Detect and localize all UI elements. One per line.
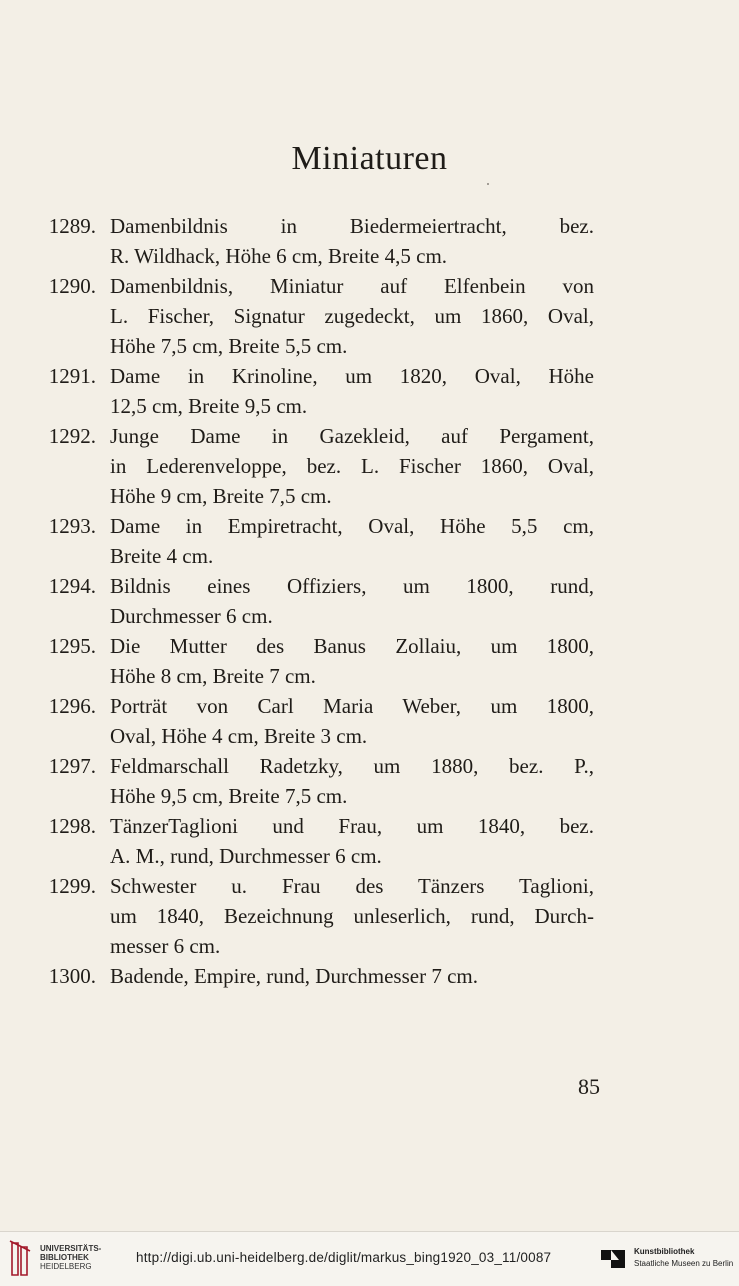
- catalog-entry: [0, 961, 739, 991]
- entry-line: Dame in Empiretracht, Oval, Höhe 5,5 cm,: [110, 514, 594, 538]
- entry-line: um 1840, Bezeichnung unleserlich, rund, Durch-: [110, 904, 594, 928]
- catalog-entry: [0, 511, 739, 571]
- entry-line: Damenbildnis in Biedermeiertracht, bez.: [110, 214, 594, 238]
- entry-description: [110, 811, 594, 871]
- entry-line: Bildnis eines Offiziers, um 1800, rund,: [110, 574, 594, 598]
- kb-line-1: Kunstbibliothek: [634, 1247, 695, 1256]
- entry-number: 1295.: [48, 634, 96, 658]
- entry-line: Junge Dame in Gazekleid, auf Pergament,: [110, 424, 594, 448]
- entry-line: messer 6 cm.: [110, 934, 221, 958]
- entry-number: 1292.: [48, 424, 96, 448]
- kunstbibliothek-name: [634, 1246, 733, 1270]
- entry-line: Höhe 9 cm, Breite 7,5 cm.: [110, 484, 332, 508]
- entry-line: Schwester u. Frau des Tänzers Taglioni,: [110, 874, 594, 898]
- entry-description: [110, 631, 594, 691]
- entry-number: 1296.: [48, 694, 96, 718]
- entry-line: Breite 4 cm.: [110, 544, 214, 568]
- catalog-entry: [0, 691, 739, 751]
- entry-line: Oval, Höhe 4 cm, Breite 3 cm.: [110, 724, 368, 748]
- entry-description: [110, 961, 594, 991]
- kb-line-2: Staatliche Museen zu Berlin: [634, 1259, 734, 1268]
- catalog-entry: [0, 271, 739, 361]
- ub-line-2: BIBLIOTHEK: [40, 1253, 89, 1262]
- ub-line-1: UNIVERSITÄTS-: [40, 1244, 102, 1253]
- catalog-entry: [0, 211, 739, 271]
- university-library-logo-icon: [8, 1239, 34, 1279]
- entry-line: Dame in Krinoline, um 1820, Oval, Höhe: [110, 364, 594, 388]
- entry-description: [110, 691, 594, 751]
- entry-line: Höhe 9,5 cm, Breite 7,5 cm.: [110, 784, 348, 808]
- entry-description: [110, 361, 594, 421]
- entry-description: [110, 871, 594, 961]
- entry-line: Die Mutter des Banus Zollaiu, um 1800,: [110, 634, 594, 658]
- entry-number: 1297.: [48, 754, 96, 778]
- entry-line: TänzerTaglioni und Frau, um 1840, bez.: [110, 814, 594, 838]
- catalog-entry: [0, 871, 739, 961]
- page-title: Miniaturen: [291, 140, 448, 177]
- entry-number: 1291.: [48, 364, 96, 388]
- entry-line: Höhe 7,5 cm, Breite 5,5 cm.: [110, 334, 348, 358]
- entry-line: 12,5 cm, Breite 9,5 cm.: [110, 394, 308, 418]
- catalog-entry: [0, 421, 739, 511]
- catalog-entry: [0, 571, 739, 631]
- entry-number: 1293.: [48, 514, 96, 538]
- catalog-entry: [0, 811, 739, 871]
- catalog-entry: [0, 751, 739, 811]
- entry-line: Damenbildnis, Miniatur auf Elfenbein von: [110, 274, 594, 298]
- page-number: 85: [578, 1074, 600, 1099]
- entry-number: 1300.: [48, 964, 96, 988]
- entry-description: [110, 211, 594, 271]
- entry-number: 1290.: [48, 274, 96, 298]
- kunstbibliothek-logo-icon: [599, 1246, 627, 1272]
- entry-line: A. M., rund, Durchmesser 6 cm.: [110, 844, 382, 868]
- entry-list: [0, 211, 739, 991]
- university-library-name: [40, 1244, 101, 1271]
- entry-number: 1298.: [48, 814, 96, 838]
- entry-number: 1289.: [48, 214, 96, 238]
- entry-line: L. Fischer, Signatur zugedeckt, um 1860, Oval,: [110, 304, 594, 328]
- entry-line: Höhe 8 cm, Breite 7 cm.: [110, 664, 316, 688]
- entry-description: [110, 271, 594, 361]
- catalog-entry: [0, 361, 739, 421]
- ub-line-3: HEIDELBERG: [40, 1262, 92, 1271]
- entry-line: R. Wildhack, Höhe 6 cm, Breite 4,5 cm.: [110, 244, 448, 268]
- digitization-footer: [0, 1231, 739, 1286]
- permalink-url[interactable]: http://digi.ub.uni-heidelberg.de/diglit/markus_bing1920_03_11/0087: [136, 1250, 552, 1265]
- entry-description: [110, 421, 594, 511]
- entry-line: Feldmarschall Radetzky, um 1880, bez. P.,: [110, 754, 594, 778]
- catalog-entry: [0, 631, 739, 691]
- entry-number: 1299.: [48, 874, 96, 898]
- entry-line: Durchmesser 6 cm.: [110, 604, 273, 628]
- entry-description: [110, 751, 594, 811]
- entry-line: in Lederenveloppe, bez. L. Fischer 1860, Oval,: [110, 454, 594, 478]
- entry-line: Porträt von Carl Maria Weber, um 1800,: [110, 694, 594, 718]
- speck: [487, 183, 489, 185]
- entry-description: [110, 571, 594, 631]
- entry-description: [110, 511, 594, 571]
- entry-line: Badende, Empire, rund, Durchmesser 7 cm.: [110, 964, 478, 988]
- entry-number: 1294.: [48, 574, 96, 598]
